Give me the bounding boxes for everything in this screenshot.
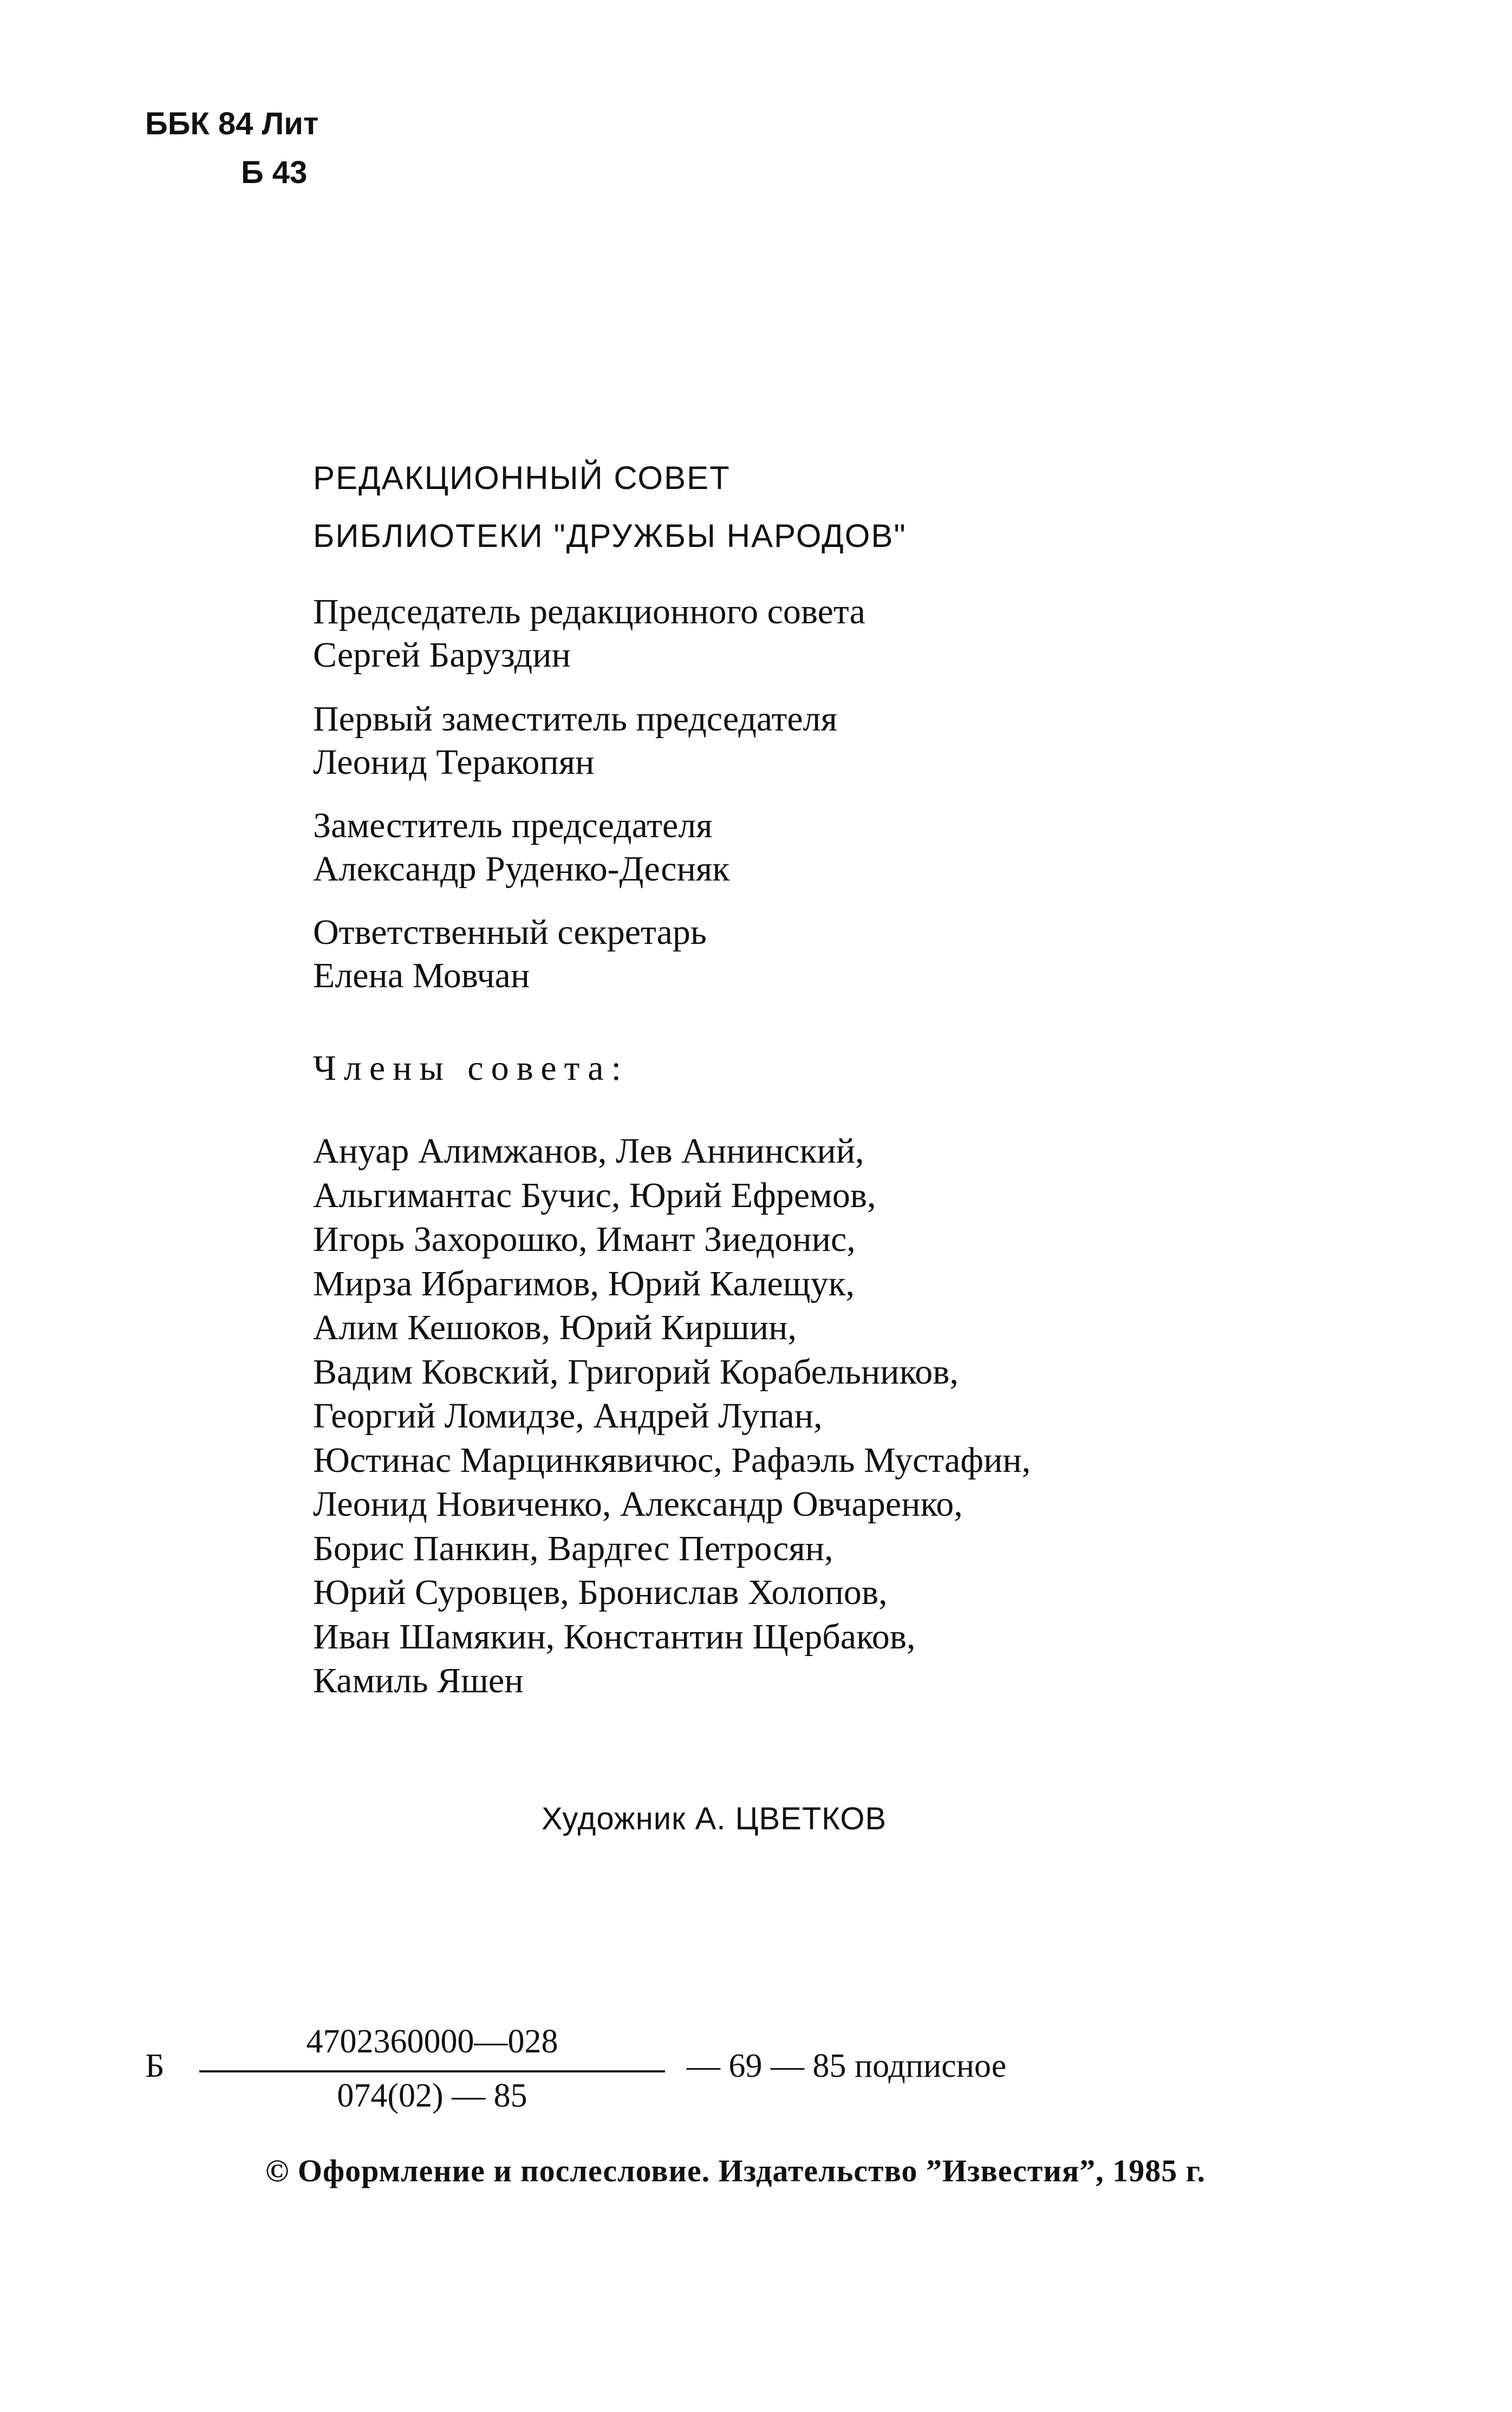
fraction-rule (199, 2070, 665, 2072)
members-list (313, 1129, 1031, 1703)
members-line: Ануар Алимжанов, Лев Аннинский, (313, 1131, 864, 1171)
catalog-suffix: — 69 — 85 подписное (687, 2048, 1007, 2084)
board-role (313, 697, 837, 784)
board-role (313, 590, 865, 677)
catalog-prefix: Б (145, 2048, 165, 2084)
author-index: Б 43 (241, 155, 308, 190)
members-line: Георгий Ломидзе, Андрей Лупан, (313, 1396, 823, 1436)
members-heading: Члены совета: (313, 1048, 629, 1088)
members-line: Иван Шамякин, Константин Щербаков, (313, 1616, 916, 1657)
role-position: Председатель редакционного совета (313, 592, 865, 631)
role-position: Ответственный секретарь (313, 912, 707, 952)
members-line: Камиль Яшен (313, 1661, 524, 1700)
catalog-numerator: 4702360000—028 (306, 2023, 558, 2060)
role-name: Леонид Теракопян (313, 742, 595, 782)
members-line: Вадим Ковский, Григорий Корабельников, (313, 1352, 959, 1392)
members-line: Мирза Ибрагимов, Юрий Калещук, (313, 1263, 855, 1303)
catalog-denominator: 074(02) — 85 (337, 2077, 527, 2114)
board-role (313, 804, 729, 891)
role-name: Елена Мовчан (313, 956, 530, 995)
members-line: Игорь Захорошко, Имант Зиедонис, (313, 1220, 856, 1259)
role-name: Александр Руденко-Десняк (313, 849, 730, 889)
role-position: Первый заместитель председателя (313, 699, 837, 739)
members-line: Леонид Новиченко, Александр Овчаренко, (313, 1484, 963, 1524)
members-line: Алим Кешоков, Юрий Киршин, (313, 1308, 797, 1347)
role-position: Заместитель председателя (313, 806, 713, 845)
members-line: Борис Панкин, Вардгес Петросян, (313, 1528, 833, 1568)
role-name: Сергей Баруздин (313, 635, 571, 675)
board-role (313, 911, 707, 998)
board-title-line1: РЕДАКЦИОННЫЙ СОВЕТ (313, 460, 731, 496)
members-line: Альгимантас Бучис, Юрий Ефремов, (313, 1175, 876, 1215)
bbk-code: ББК 84 Лит (145, 106, 319, 141)
copyright-notice: © Оформление и послесловие. Издательство ”Известия”, 1985 г. (265, 2153, 1206, 2188)
members-line: Юрий Суровцев, Бронислав Холопов, (313, 1573, 888, 1612)
board-title-line2: БИБЛИОТЕКИ "ДРУЖБЫ НАРОДОВ" (313, 518, 907, 554)
artist-credit: Художник А. ЦВЕТКОВ (542, 1801, 887, 1836)
members-line: Юстинас Марцинкявичюс, Рафаэль Мустафин, (313, 1440, 1031, 1480)
